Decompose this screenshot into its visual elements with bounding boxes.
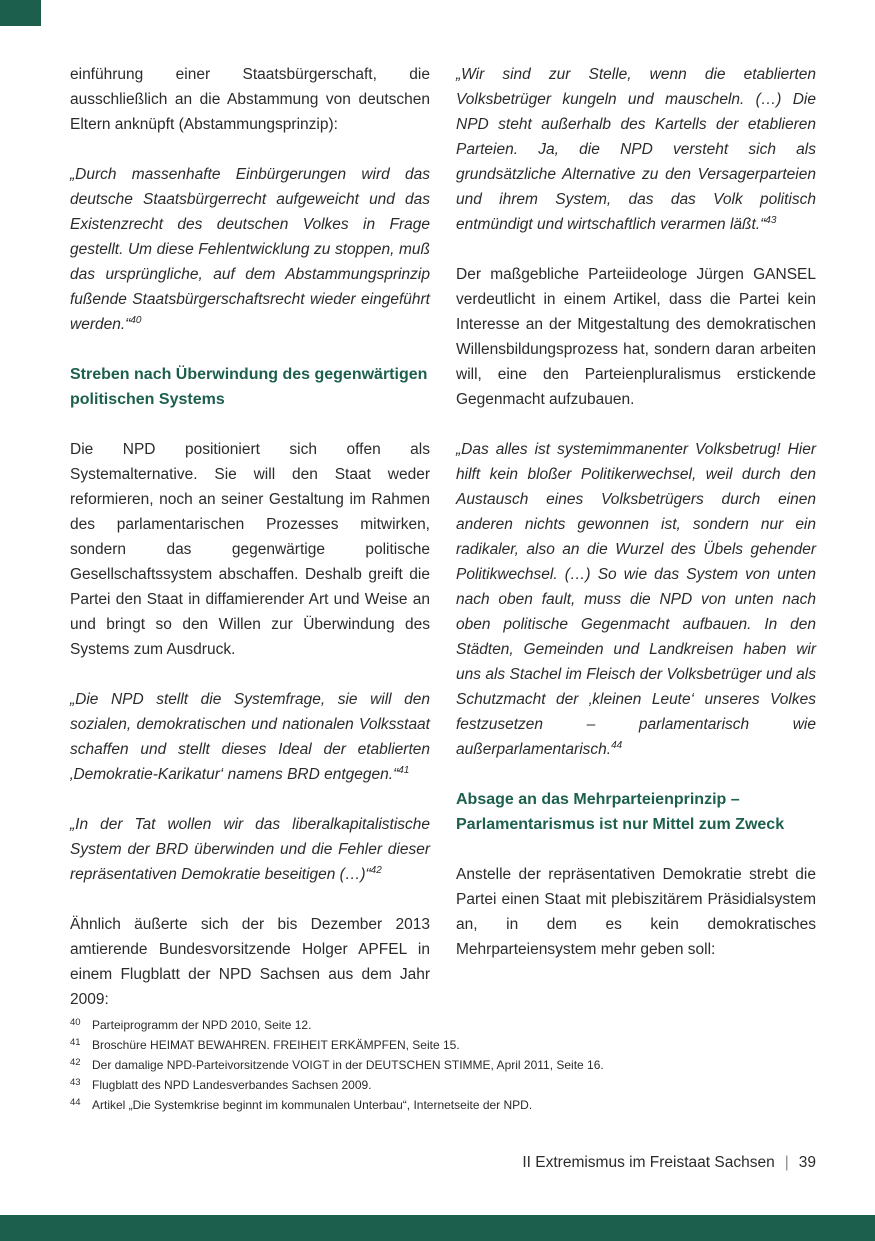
- footnote-number: 42: [70, 1057, 81, 1068]
- footer-chapter-title: II Extremismus im Freistaat Sachsen: [522, 1154, 775, 1171]
- quote-paragraph: „Die NPD stellt die Systemfrage, sie will den sozialen, demokratischen und nationalen Volksstaat schaffen und stellt dieses Ideal der etablierten ‚Demokratie-Karikatur‘ namens BRD entgegen.“$^{41}$: [70, 691, 430, 783]
- footnotes-section: [70, 1018, 816, 1118]
- bottom-accent-bar: [0, 1215, 875, 1241]
- footnote-number: 40: [70, 1017, 81, 1028]
- footnote-text: Artikel „Die Systemkrise beginnt im kommunalen Unterbau“, Internetseite der NPD.: [92, 1098, 533, 1112]
- quote-paragraph: „Wir sind zur Stelle, wenn die etablierten Volksbetrüger kungeln und mauscheln. (…) Die NPD steht außerhalb des Kartells der etablieren Parteien. Ja, die NPD versteht sich als grundsätzliche Alternative zu den Versagerparteien und ihrem System, das das Volk politisch entmündigt und wirtschaftlich verarmen läßt.“$^{43}$: [456, 66, 816, 233]
- page-body: [70, 62, 816, 1037]
- footer-page-number: 39: [798, 1154, 816, 1171]
- body-paragraph: Die NPD positioniert sich offen als Systemalternative. Sie will den Staat weder reformieren, noch an seiner Gestaltung im Rahmen des parlamentarischen Prozesses mitwirken, sondern das gegenwärtige politische Gesellschaftssystem abschaffen. Deshalb greift die Partei den Staat in diffamierender Art und Weise an und bringt so den Willen zur Überwindung des Systems zum Ausdruck.: [70, 441, 430, 658]
- quote-paragraph: „Durch massenhafte Einbürgerungen wird das deutsche Staatsbürgerrecht aufgeweicht und das Existenzrecht des deutschen Volkes in Frage gestellt. Um diese Fehlentwicklung zu stoppen, muß das ursprüngliche, auf dem Abstammungsprinzip fußende Staatsbürgerschaftsrecht wieder eingeführt werden.“$^{40}$: [70, 166, 430, 333]
- footnote-ref: 42: [370, 864, 382, 876]
- footnote-item: [70, 1018, 816, 1032]
- footnote-item: [70, 1058, 816, 1072]
- footnote-item: [70, 1098, 816, 1112]
- footnote-text: Der damalige NPD-Parteivorsitzende VOIGT in der DEUTSCHEN STIMME, April 2011, Seite 16.: [92, 1058, 604, 1072]
- right-column: [456, 62, 816, 1037]
- footnote-number: 44: [70, 1097, 81, 1108]
- footer-separator: |: [784, 1154, 789, 1171]
- footnote-ref: 43: [765, 214, 777, 226]
- footnote-ref: 40: [130, 314, 142, 326]
- footnote-item: [70, 1078, 816, 1092]
- section-heading: Streben nach Überwindung des gegenwärtigen politischen Systems: [70, 366, 428, 408]
- footnote-text: Parteiprogramm der NPD 2010, Seite 12.: [92, 1018, 312, 1032]
- footnote-text: Flugblatt des NPD Landesverbandes Sachsen 2009.: [92, 1078, 372, 1092]
- footnote-ref: 44: [611, 739, 623, 751]
- section-heading: Absage an das Mehrparteienprinzip – Parlamentarismus ist nur Mittel zum Zweck: [456, 791, 785, 833]
- corner-accent-block: [0, 0, 41, 26]
- quote-paragraph: „Das alles ist systemimmanenter Volksbetrug! Hier hilft kein bloßer Politikerwechsel, weil durch den Austausch eines Volksbetrügers durch einen anderen nichts gewonnen ist, sondern nur ein radikaler, also an die Wurzel des Übels gehender Politikwechsel. (…) So wie das System von unten nach oben fault, muss die NPD von unten nach oben politische Gegenmacht aufbauen. In den Städten, Gemeinden und Landkreisen haben wir uns als Stachel im Fleisch der Volksbetrüger und als Schutzmacht der ‚kleinen Leute‘ unseres Volkes festzusetzen – parlamentarisch wie außerparlamentarisch.$^{44}$: [456, 441, 816, 758]
- body-paragraph: Anstelle der repräsentativen Demokratie strebt die Partei einen Staat mit plebiszitärem Präsidialsystem an, in dem es kein demokratisches Mehrparteiensystem mehr geben soll:: [456, 866, 816, 958]
- footnote-number: 43: [70, 1077, 81, 1088]
- body-paragraph: einführung einer Staatsbürgerschaft, die ausschließlich an die Abstammung von deutschen Eltern anknüpft (Abstammungsprinzip):: [70, 66, 430, 133]
- page-footer: [522, 1152, 816, 1174]
- footnote-text: Broschüre HEIMAT BEWAHREN. FREIHEIT ERKÄMPFEN, Seite 15.: [92, 1038, 460, 1052]
- footnote-ref: 41: [398, 764, 410, 776]
- left-column: [70, 62, 430, 1037]
- body-paragraph: Ähnlich äußerte sich der bis Dezember 2013 amtierende Bundesvorsitzende Holger APFEL in einem Flugblatt der NPD Sachsen aus dem Jahr 2009:: [70, 916, 430, 1008]
- quote-paragraph: „In der Tat wollen wir das liberalkapitalistische System der BRD überwinden und die Fehler dieser repräsentativen Demokratie beseitigen (…)“$^{42}$: [70, 816, 430, 883]
- body-paragraph: Der maßgebliche Parteiideologe Jürgen GANSEL verdeutlicht in einem Artikel, dass die Partei kein Interesse an der Mitgestaltung des demokratischen Willensbildungsprozess hat, sondern daran arbeiten will, eine den Parteienpluralismus erstickende Gegenmacht aufzubauen.: [456, 266, 816, 408]
- footnote-number: 41: [70, 1037, 81, 1048]
- footnote-item: [70, 1038, 816, 1052]
